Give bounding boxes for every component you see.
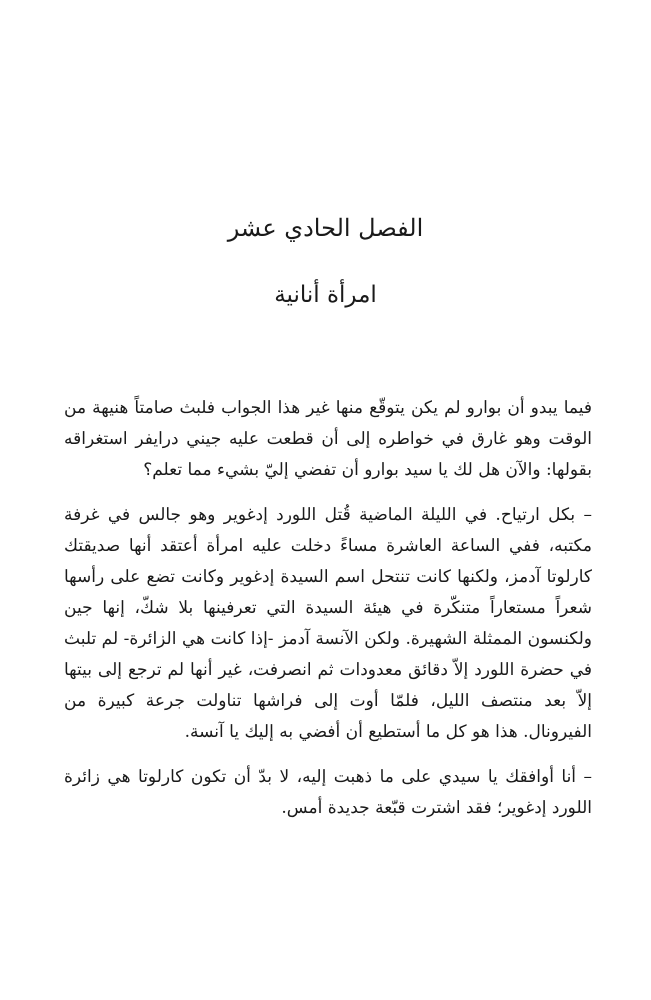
chapter-subtitle: امرأة أنانية: [274, 282, 377, 308]
chapter-title: الفصل الحادي عشر: [227, 214, 424, 242]
paragraph-2: – بكل ارتياح. في الليلة الماضية قُتل اللورد إدغوير وهو جالس في غرفة مكتبه، ففي الساعة العاشرة مساءً دخلت عليه امرأة أعتقد أنها صديقتك كارلوتا آدمز، ولكنها كانت تنتحل اسم السيدة إدغوير وكانت تضع على رأسها شعراً مستعاراً متنكّرة في هيئة السيدة التي تعرفينها بلا شكّ، إنها جين ولكنسون الممثلة الشهيرة. ولكن الآنسة آدمز -إذا كانت هي الزائرة- لم تلبث في حضرة اللورد إلاّ دقائق معدودات ثم انصرفت، غير أنها لم ترجع إلى بيتها إلاّ بعد منتصف الليل، فلمّا أوت إلى فراشها تناولت جرعة كبيرة من الفيرونال. هذا هو كل ما أستطيع أن أفضي به إليك يا آنسة.: [64, 505, 592, 742]
paragraph-1: فيما يبدو أن بوارو لم يكن يتوقّع منها غير هذا الجواب فلبث صامتاً هنيهة من الوقت وهو غارق في خواطره إلى أن قطعت عليه جيني درايفر استغراقه بقولها: والآن هل لك يا سيد بوارو أن تفضي إليّ بشيء مما تعلم؟: [64, 398, 592, 480]
paragraph-3: – أنا أوافقك يا سيدي على ما ذهبت إليه، لا بدّ أن تكون كارلوتا هي زائرة اللورد إدغوير؛ فقد اشترت قبّعة جديدة أمس.: [64, 767, 592, 818]
chapter-body: [64, 393, 592, 838]
